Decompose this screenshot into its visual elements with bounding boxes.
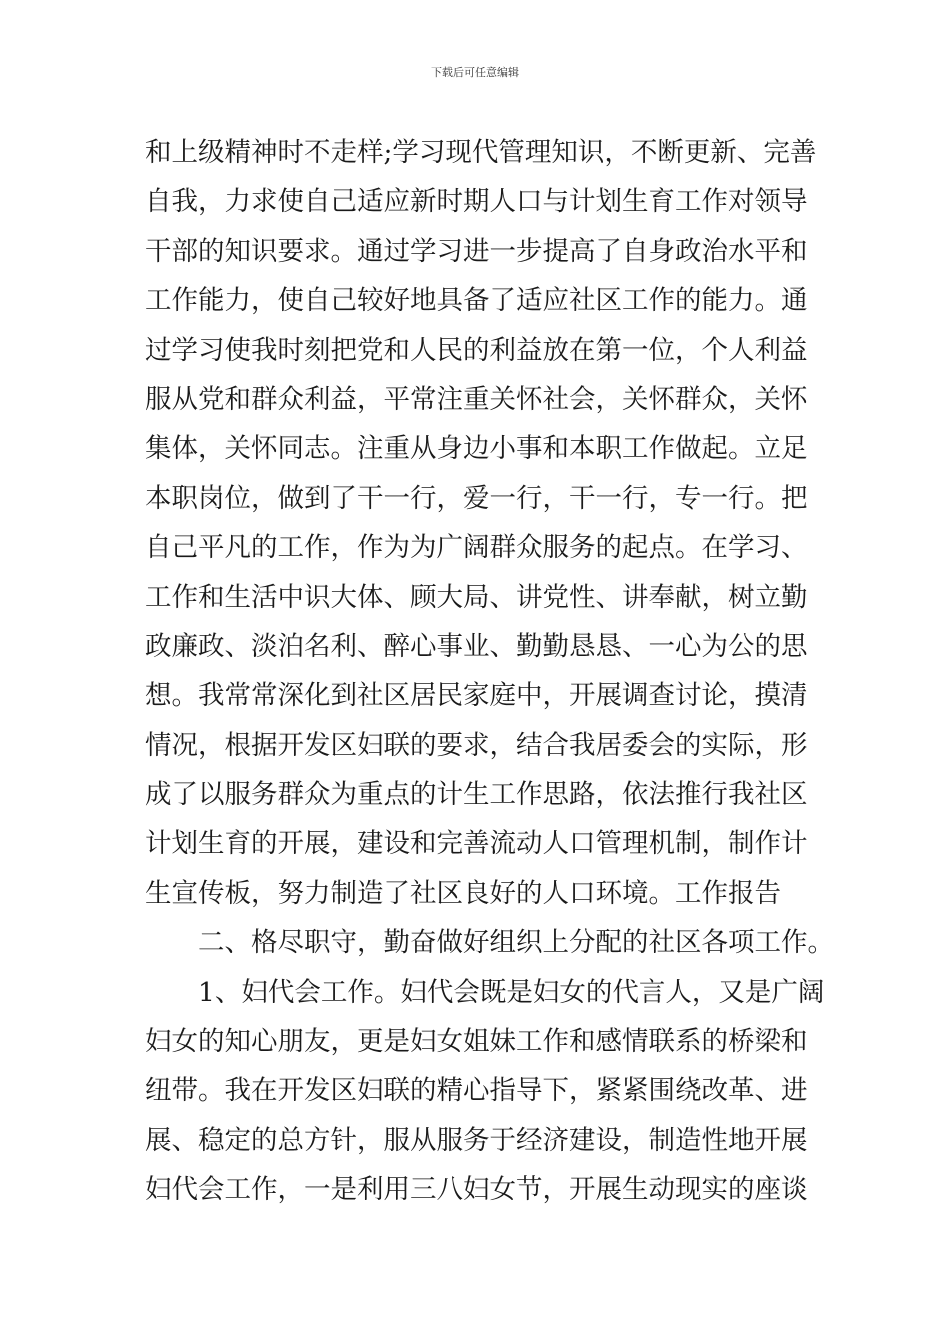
text-line: 工作能力，使自己较好地具备了适应社区工作的能力。通: [145, 285, 808, 317]
text-line: 政廉政、淡泊名利、醉心事业、勤勤恳恳、一心为公的思: [145, 630, 808, 662]
text-line: 服从党和群众利益，平常注重关怀社会，关怀群众，关怀: [145, 383, 808, 415]
text-line: 计划生育的开展，建设和完善流动人口管理机制，制作计: [145, 828, 808, 860]
text-line: 过学习使我时刻把党和人民的利益放在第一位，个人利益: [145, 334, 808, 366]
text-line: 生宣传板，努力制造了社区良好的人口环境。工作报告: [145, 877, 781, 909]
text-line: 成了以服务群众为重点的计生工作思路，依法推行我社区: [145, 779, 808, 811]
text-line: 妇代会工作，一是利用三八妇女节，开展生动现实的座谈: [145, 1174, 808, 1206]
text-line: 集体，关怀同志。注重从身边小事和本职工作做起。立足: [145, 433, 808, 465]
text-line: 自己平凡的工作，作为为广阔群众服务的起点。在学习、: [145, 532, 808, 564]
text-line: 自我，力求使自己适应新时期人口与计划生育工作对领导: [145, 186, 808, 218]
text-line: 展、稳定的总方针，服从服务于经济建设，制造性地开展: [145, 1124, 808, 1156]
text-line: 妇女的知心朋友，更是妇女姐妹工作和感情联系的桥梁和: [145, 1026, 808, 1058]
body-text: [145, 128, 834, 1215]
text-line: 工作和生活中识大体、顾大局、讲党性、讲奉献，树立勤: [145, 581, 808, 613]
section-heading: 二、格尽职守，勤奋做好组织上分配的社区各项工作。: [198, 927, 834, 959]
text-line: 本职岗位，做到了干一行，爱一行，干一行，专一行。把: [145, 482, 808, 514]
page-header: 下载后可任意编辑: [431, 66, 519, 79]
text-line: 想。我常常深化到社区居民家庭中，开展调查讨论，摸清: [145, 680, 808, 712]
text-line: 和上级精神时不走样;学习现代管理知识，不断更新、完善: [145, 137, 817, 168]
text-line: 纽带。我在开发区妇联的精心指导下，紧紧围绕改革、进: [145, 1075, 808, 1107]
text-line: 干部的知识要求。通过学习进一步提高了自身政治水平和: [145, 235, 808, 267]
text-line: 情况，根据开发区妇联的要求，结合我居委会的实际，形: [145, 729, 808, 761]
paragraph-start: 1、妇代会工作。妇代会既是妇女的代言人，又是广阔: [198, 976, 825, 1008]
